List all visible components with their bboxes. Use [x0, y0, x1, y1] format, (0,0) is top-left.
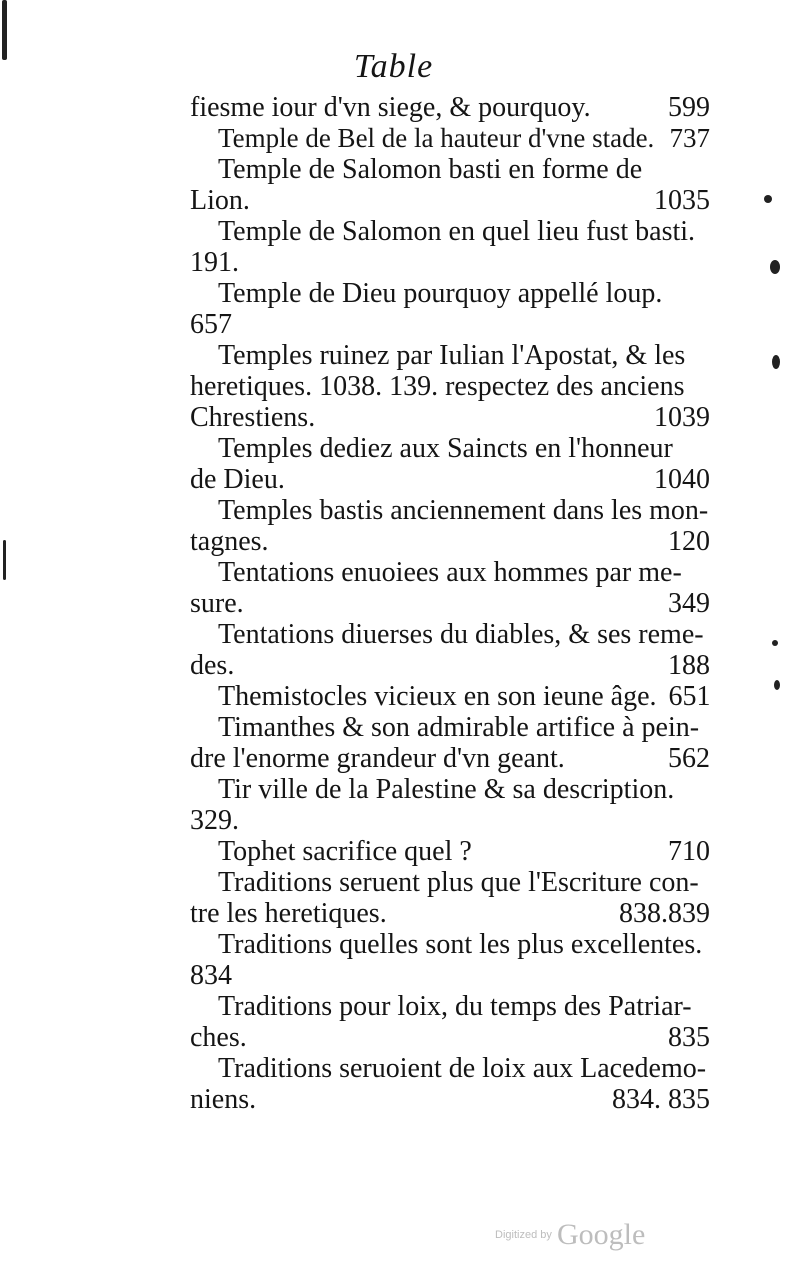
- index-line: [190, 1053, 710, 1084]
- entry-text: dre l'enorme grandeur d'vn geant.: [190, 743, 565, 774]
- index-entry: [190, 681, 710, 712]
- entry-text: des.: [190, 650, 235, 681]
- entry-text: 657: [190, 309, 232, 340]
- index-line: [190, 278, 710, 309]
- index-entry: [190, 774, 710, 836]
- index-line: [190, 619, 710, 650]
- entry-text: fiesme iour d'vn siege, & pourquoy.: [190, 92, 591, 123]
- index-line: [190, 650, 710, 681]
- entry-text: de Dieu.: [190, 464, 285, 495]
- scan-speck: [774, 680, 780, 690]
- scan-speck: [772, 355, 780, 369]
- running-head: Table: [353, 48, 434, 85]
- index-line: [190, 836, 710, 867]
- index-line: [190, 340, 710, 371]
- index-line: [190, 495, 710, 526]
- google-logo: Google: [556, 1218, 646, 1251]
- index-entry: [190, 929, 710, 991]
- scan-speck: [772, 640, 778, 646]
- entry-text: niens.: [190, 1084, 257, 1115]
- index-line: [190, 1084, 710, 1115]
- scan-speck: [770, 260, 780, 274]
- index-line: [190, 1022, 710, 1053]
- index-entry: [190, 216, 710, 278]
- index-entry: [190, 867, 710, 929]
- scan-left-edge: [0, 0, 12, 1280]
- entry-text: Tir ville de la Palestine & sa description.: [218, 774, 675, 805]
- index-line: [190, 774, 710, 805]
- entry-text: Temples dediez aux Saincts en l'honneur: [218, 433, 673, 464]
- page-reference: 349: [668, 588, 710, 619]
- index-line: [190, 898, 710, 929]
- page-reference: 1035: [654, 185, 710, 216]
- index-line: [190, 743, 710, 774]
- index-line: [190, 247, 710, 278]
- index-line: [190, 464, 710, 495]
- entry-text: Chrestiens.: [190, 402, 316, 433]
- index-line: [190, 92, 710, 123]
- index-line: [190, 588, 710, 619]
- index-entry: [190, 619, 710, 681]
- index-entry: [190, 154, 710, 216]
- page-reference: 1039: [654, 402, 710, 433]
- index-entry: [190, 340, 710, 433]
- entry-text: Lion.: [190, 185, 250, 216]
- index-line: [190, 433, 710, 464]
- entry-text: Traditions seruent plus que l'Escriture con-: [218, 867, 699, 898]
- page-reference: 562: [668, 743, 710, 774]
- entry-text: Temple de Bel de la hauteur d'vne stade.: [218, 123, 655, 153]
- entry-text: Timanthes & son admirable artifice à pein-: [218, 712, 700, 743]
- entry-text: Tentations diuerses du diables, & ses reme-: [218, 619, 704, 650]
- entry-text: Tophet sacrifice quel ?: [218, 836, 472, 867]
- entry-text: Temple de Salomon en quel lieu fust basti.: [218, 216, 696, 247]
- entry-text: tre les heretiques.: [190, 898, 387, 929]
- index-line: [190, 526, 710, 557]
- entry-text: ches.: [190, 1022, 247, 1053]
- index-entry: [190, 123, 710, 154]
- index-line: [190, 960, 710, 991]
- page-reference: 188: [668, 650, 710, 681]
- index-line: [190, 402, 710, 433]
- entry-text: Temples bastis anciennement dans les mon-: [218, 495, 709, 526]
- entry-text: Traditions quelles sont les plus excellentes.: [218, 929, 703, 960]
- entry-text: Temple de Salomon basti en forme de: [218, 154, 643, 185]
- entry-text: Traditions pour loix, du temps des Patriar-: [218, 991, 692, 1022]
- index-line: [190, 154, 710, 185]
- page-reference: 651: [668, 681, 711, 712]
- index-line: [190, 681, 710, 712]
- page-reference: 599: [668, 92, 710, 123]
- index-entry: [190, 836, 710, 867]
- digitized-by-label: Digitized by: [495, 1229, 552, 1241]
- index-line: [190, 805, 710, 836]
- index-line: [190, 216, 710, 247]
- page-reference: 120: [668, 526, 710, 557]
- index-line: [190, 557, 710, 588]
- page-reference: 1040: [654, 464, 710, 495]
- page-reference: 834. 835: [612, 1084, 710, 1115]
- index-line: [190, 929, 710, 960]
- scan-speck: [764, 195, 772, 203]
- scan-edge-mark: [3, 540, 6, 580]
- index-line: [190, 867, 710, 898]
- entry-text: 191.: [190, 247, 239, 278]
- entry-text: sure.: [190, 588, 244, 619]
- index-line: [190, 712, 710, 743]
- index-entry: [190, 92, 710, 123]
- index-entry: [190, 557, 710, 619]
- digitized-watermark: [495, 1218, 665, 1258]
- entry-text: Temples ruinez par Iulian l'Apostat, & les: [218, 340, 686, 371]
- entry-text: Temple de Dieu pourquoy appellé loup.: [218, 278, 663, 309]
- entry-text: 834: [190, 960, 232, 991]
- entry-text: Themistocles vicieux en son ieune âge.: [218, 681, 657, 712]
- index-entry: [190, 278, 710, 340]
- index-line: [190, 371, 710, 402]
- index-line: [190, 185, 710, 216]
- index-entry: [190, 433, 710, 495]
- index-entry: [190, 712, 710, 774]
- entry-text: Traditions seruoient de loix aux Lacedemo-: [218, 1053, 707, 1084]
- index-line: [190, 309, 710, 340]
- page-reference: 710: [668, 836, 710, 867]
- index-entry: [190, 991, 710, 1053]
- entry-text: tagnes.: [190, 526, 269, 557]
- index-entry: [190, 1053, 710, 1115]
- page-reference: 838.839: [619, 898, 710, 929]
- entry-text: 329.: [190, 805, 239, 836]
- entry-text: Tentations enuoiees aux hommes par me-: [218, 557, 682, 588]
- entry-text: heretiques. 1038. 139. respectez des anciens: [190, 371, 685, 402]
- index-line: [190, 991, 710, 1022]
- index-line: [190, 123, 710, 154]
- index-list: [190, 92, 710, 1115]
- index-entry: [190, 495, 710, 557]
- page-reference: 737: [669, 123, 710, 153]
- page-reference: 835: [668, 1022, 710, 1053]
